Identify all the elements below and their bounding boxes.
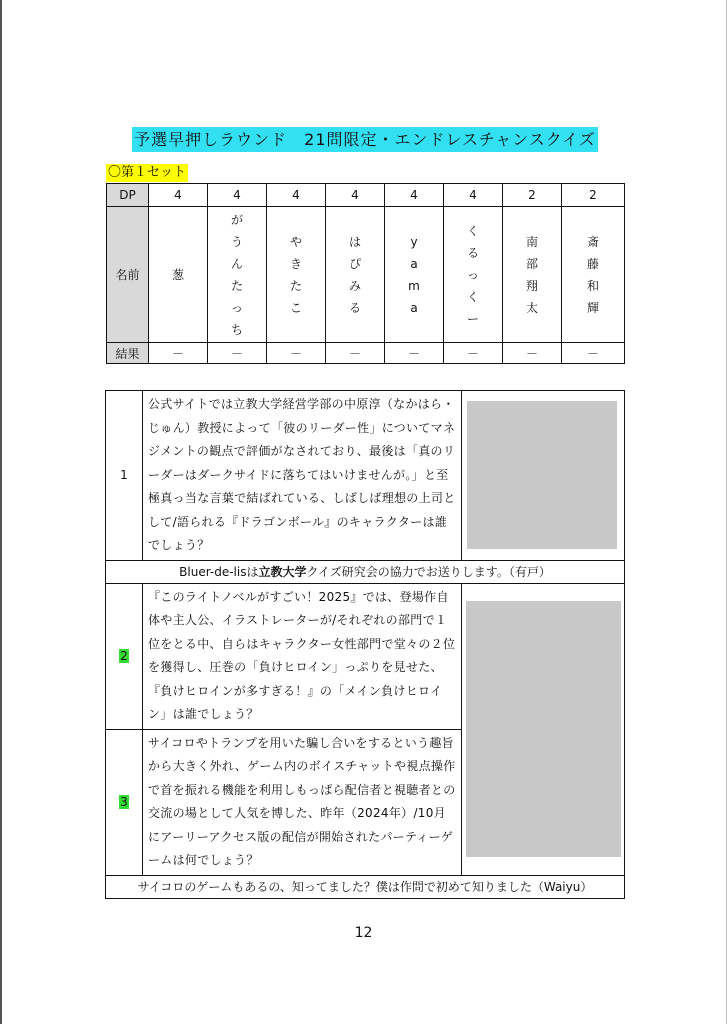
image-placeholder-cell — [462, 391, 625, 561]
set-label: 〇第１セット — [108, 165, 187, 180]
player-name-cell — [385, 207, 444, 343]
question-number: 3 — [120, 795, 128, 809]
question-row — [106, 583, 625, 729]
result-row — [107, 343, 625, 364]
player-name-cell — [503, 207, 562, 343]
player-dp: 4 — [444, 184, 503, 207]
player-name-cell — [208, 207, 267, 343]
player-name: 南部翔太 — [525, 234, 538, 315]
question-note: サイコロのゲームもあるの、知ってました？僕は作問で初めて知りました（Waiyu） — [106, 875, 625, 898]
question-number: 2 — [120, 649, 128, 663]
player-dp: 4 — [326, 184, 385, 207]
player-name: やきたこ — [289, 234, 302, 315]
player-result: － — [149, 343, 208, 364]
note-row — [106, 560, 625, 583]
player-dp: 4 — [267, 184, 326, 207]
player-name: がうんたっち — [230, 212, 243, 337]
player-name-cell — [267, 207, 326, 343]
page-number: 12 — [354, 925, 373, 941]
player-result: － — [267, 343, 326, 364]
player-result: － — [208, 343, 267, 364]
image-placeholder — [467, 401, 617, 549]
question-number: 1 — [120, 468, 128, 483]
player-name-cell — [326, 207, 385, 343]
question-row — [106, 391, 625, 561]
question-number-cell — [106, 729, 143, 875]
round-title: 予選早押しラウンド 21問限定・エンドレスチャンスクイズ — [132, 127, 598, 152]
note-text: クイズ研究会の協力でお送りします。（有戸） — [306, 565, 551, 579]
page-left-border — [0, 0, 2, 1024]
player-name: くるっくー — [466, 223, 479, 326]
question-number-cell — [106, 391, 143, 561]
questions-table — [105, 390, 625, 899]
player-result: － — [444, 343, 503, 364]
player-dp: 2 — [562, 184, 625, 207]
player-result: － — [326, 343, 385, 364]
dp-label: DP — [107, 184, 149, 207]
question-text: 『このライトノベルがすごい！2025』では、登場作自体や主人公、イラストレーターが/それぞれの部門で１位をとる中、自らはキャラクター女性部門で堂々の２位を獲得し、圧巻の「負けヒロイン」っぷりを見せた、『負けヒロインが多すぎる！』の「メイン負けヒロイン」は誰でしょう？ — [143, 583, 462, 729]
player-name-cell — [149, 207, 208, 343]
player-name: yama — [408, 234, 420, 315]
question-number-cell — [106, 583, 143, 729]
question-note — [106, 560, 625, 583]
note-row — [106, 875, 625, 898]
question-text: サイコロやトランプを用いた騙し合いをするという趣旨から大きく外れ、ゲーム内のボイスチャットや視点操作で首を振れる機能を利用しもっぱら配信者と視聴者との交流の場として人気を博した、昨年（2024年）/10月にアーリーアクセス版の配信が開始されたパーティーゲームは何でしょう？ — [143, 729, 462, 875]
player-result: － — [503, 343, 562, 364]
image-placeholder-cell — [462, 583, 625, 875]
player-name: はぴみる — [348, 234, 361, 315]
name-label: 名前 — [107, 207, 149, 343]
player-name: 斎藤和輝 — [586, 234, 599, 315]
dp-row — [107, 184, 625, 207]
player-dp: 2 — [503, 184, 562, 207]
image-placeholder — [466, 601, 621, 857]
player-dp: 4 — [385, 184, 444, 207]
result-label: 結果 — [107, 343, 149, 364]
player-name-cell — [562, 207, 625, 343]
player-dp: 4 — [149, 184, 208, 207]
player-result: － — [385, 343, 444, 364]
player-dp: 4 — [208, 184, 267, 207]
player-name: 葱 — [171, 267, 184, 282]
question-text: 公式サイトでは立教大学経営学部の中原淳（なかはら・じゅん）教授によって「彼のリーダー性」についてマネジメントの観点で評価がなされており、最後は「真のリーダーはダークサイドに落ちてはいけませんが。」と至極真っ当な言葉で結ばれている、しばしば理想の上司として/語られる『ドラゴンボール』のキャラクターは誰でしょう？ — [143, 391, 462, 561]
note-bold-text: 立教大学 — [258, 565, 307, 579]
note-text: Bluer-de-lisは — [179, 565, 259, 579]
players-table — [106, 183, 625, 364]
name-row — [107, 207, 625, 343]
player-name-cell — [444, 207, 503, 343]
player-result: － — [562, 343, 625, 364]
